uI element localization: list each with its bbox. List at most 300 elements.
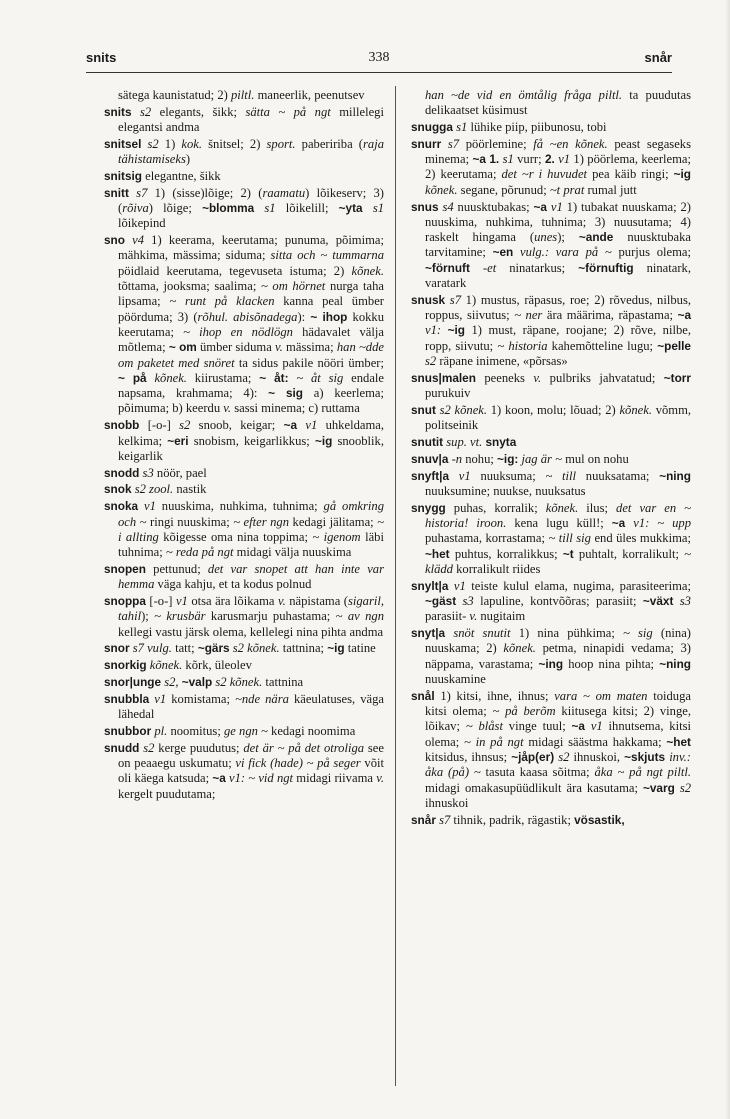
definition-text: nuusktubakas;	[453, 199, 534, 214]
italic-gloss: v1: ~ upp	[633, 516, 691, 531]
dictionary-entry	[104, 641, 384, 656]
italic-gloss: ge ngn ~	[223, 723, 268, 738]
italic-gloss: vara ~ om maten	[554, 688, 648, 703]
definition-text: see on peaaegu uskumatu;	[118, 740, 384, 770]
italic-gloss: v.	[223, 401, 232, 416]
headword: snår	[411, 812, 436, 827]
italic-gloss: rõiva	[122, 201, 149, 216]
definition-text: ära määrima, räpastama;	[542, 308, 678, 323]
definition-text: tattnina;	[279, 641, 328, 656]
definition-text: räpane inimene, «põrsas»	[436, 354, 568, 369]
definition-text: purukuiv	[425, 386, 471, 401]
dictionary-entry	[411, 200, 691, 292]
italic-gloss: det ~r i huvudet	[501, 167, 588, 182]
italic-gloss: s1	[456, 120, 468, 135]
dictionary-entry	[411, 452, 691, 467]
definition-text: ):	[297, 309, 311, 324]
headword: snyt|a	[411, 626, 446, 641]
subentry-word: ~ åt:	[259, 370, 289, 385]
subentry-word: ~ om	[168, 340, 197, 355]
definition-text	[132, 105, 140, 119]
subentry-word: ~a	[283, 418, 298, 433]
definition-text: kõigesse oma nina toppima;	[158, 529, 313, 544]
italic-gloss: -n	[451, 451, 463, 466]
definition-text: rumal jutt	[584, 182, 637, 197]
definition-text: hädavalet välja mõtlema;	[118, 324, 384, 355]
definition-text: puhas, korralik;	[445, 500, 546, 515]
subentry-word: ~t	[562, 546, 574, 561]
italic-gloss: v1	[558, 152, 571, 167]
italic-gloss: sup. vt.	[446, 435, 483, 450]
italic-gloss: ~ till sig	[548, 531, 591, 546]
dictionary-entry	[411, 293, 691, 369]
definition-text: );	[557, 230, 579, 245]
italic-gloss: vi fick (hade) ~ på seger	[235, 755, 361, 770]
definition-text	[470, 261, 483, 275]
italic-gloss: v1	[305, 418, 318, 433]
italic-gloss: han ~de vid en ömtålig fråga piltl.	[425, 88, 623, 102]
dictionary-entry	[104, 692, 384, 723]
italic-gloss: unes	[534, 230, 558, 245]
definition-text: puhtus, korralikkus;	[449, 546, 563, 561]
definition-text: parasiit-	[425, 609, 470, 624]
definition-text: võmm, politseinik	[425, 402, 692, 433]
definition-text: kena lugu küll!;	[506, 516, 612, 531]
definition-text: mässima;	[282, 340, 337, 355]
italic-gloss: rõhul. abisõnadega	[197, 309, 298, 324]
italic-gloss: ~ av ngn	[335, 609, 384, 624]
definition-text: ümber siduma	[196, 340, 276, 355]
italic-gloss: s2 kõnek.	[232, 641, 280, 656]
italic-gloss: ~ ihop en nödlögn	[183, 324, 293, 339]
definition-text: purjus olema;	[611, 245, 691, 260]
headword: snok	[104, 482, 132, 497]
definition-text	[363, 201, 373, 215]
definition-text: lapuline, kontvõõras; parasiit;	[473, 594, 643, 608]
subentry-word: ~valp	[181, 674, 213, 689]
definition-text: sätega kaunistatud; 2)	[118, 88, 231, 102]
subentry-word: ~ig:	[497, 451, 519, 466]
definition-text: ihnuskoi	[425, 795, 469, 810]
subentry-word: ~het	[666, 734, 691, 749]
definition-text: korralikult riides	[452, 561, 541, 576]
italic-gloss: s4	[442, 199, 454, 214]
definition-text: kellegi vastu järsk olema, kellelegi nina pihta andma	[118, 624, 384, 639]
italic-gloss: kõnek.	[425, 182, 458, 197]
italic-gloss: kõnek.	[545, 500, 579, 515]
headword: snitsel	[104, 136, 142, 151]
subentry-word: ~a	[611, 516, 626, 531]
definition-text: näpistama (	[285, 594, 348, 608]
subentry-word: ~ing	[538, 656, 564, 671]
italic-gloss: kõnek.	[149, 658, 183, 673]
definition-text: 1) kitsi, ihne, ihnus;	[434, 688, 555, 703]
definition-text: 1)	[158, 136, 182, 151]
definition-text: pettunud;	[145, 561, 208, 576]
subentry-word: 2.	[544, 152, 555, 167]
definition-text: snobism, keigarlikkus;	[188, 433, 315, 448]
definition-text: [-o-]	[139, 418, 180, 433]
definition-text: );	[141, 609, 155, 624]
definition-text: (nina) nuuskama; 2)	[425, 626, 691, 656]
definition-text: midagi välja nuuskima	[233, 545, 352, 560]
headword: snopen	[104, 561, 146, 576]
dictionary-entry	[104, 658, 384, 673]
subentry-word: ~ig	[314, 433, 333, 448]
subentry-word: ~ning	[659, 656, 691, 671]
definition-text: tasuta kaasa sõitma;	[480, 765, 595, 780]
definition-text: endale napsama, krahmama; 4):	[118, 370, 384, 401]
italic-gloss: s3	[142, 465, 154, 480]
header-rule	[86, 72, 672, 73]
definition-text: snooblik, keigarlik	[118, 433, 385, 463]
italic-gloss: sätta ~ på ngt	[245, 104, 331, 119]
dictionary-entry	[104, 169, 384, 184]
definition-text: nohu;	[462, 451, 498, 466]
definition-text: peast segaseks minema;	[425, 136, 691, 167]
subentry-word: ~ på	[118, 370, 147, 385]
headword: sno	[104, 233, 125, 248]
definition-text: kedagi noomima	[267, 723, 356, 738]
italic-gloss: -et	[482, 260, 497, 275]
subentry-word: ~ig	[327, 641, 345, 656]
italic-gloss: s1	[264, 201, 276, 216]
headword: snor|unge	[104, 674, 162, 689]
definition-text: )	[185, 152, 191, 167]
definition-text: midagi omakasupüüdlikult ära kasutama;	[425, 780, 643, 795]
dictionary-entry	[411, 813, 691, 828]
italic-gloss: s7	[449, 292, 461, 307]
dictionary-entry	[411, 120, 691, 135]
definition-text: nuuksatama;	[576, 468, 660, 483]
italic-gloss: ~ ner	[514, 308, 543, 323]
subentry-word: ~förnuft	[425, 260, 470, 275]
headword: snodd	[104, 465, 140, 480]
definition-text: otsa ära lõikama	[187, 594, 278, 608]
italic-gloss: s2 zool.	[134, 482, 174, 497]
definition-text: ihnuskoi,	[569, 749, 625, 764]
definition-text: nurga taha lipsama;	[118, 279, 384, 309]
italic-gloss: s3	[679, 594, 691, 608]
dictionary-entry	[104, 186, 384, 232]
definition-text: lõikelill;	[275, 201, 339, 216]
headword: snits	[104, 104, 132, 119]
header-last-word: snår	[644, 50, 672, 65]
definition-text: tõttama, jooksma; saalima;	[118, 279, 261, 294]
definition-text: peeneks	[475, 370, 534, 385]
definition-text: šnitsel; 2)	[202, 136, 267, 151]
definition-text: ihnutsema, kitsi olema;	[425, 719, 691, 749]
italic-gloss: v1	[550, 199, 563, 214]
dictionary-entry	[104, 675, 384, 690]
definition-text: ) lõige;	[148, 201, 203, 216]
dictionary-entry	[411, 579, 691, 625]
italic-gloss: s2	[425, 354, 437, 369]
dictionary-entry	[104, 105, 384, 136]
italic-gloss: det var snopet att han inte var hemma	[118, 561, 384, 592]
definition-text: kahemõtteline lugu;	[547, 338, 658, 353]
italic-gloss: v.	[533, 370, 542, 385]
headword: snoka	[104, 499, 139, 514]
definition-text: läbi tuhnima;	[118, 529, 384, 560]
subentry-word: ~gäst	[425, 594, 457, 608]
dictionary-entry	[104, 562, 384, 593]
italic-gloss: det är ~ på det otroliga	[243, 740, 365, 755]
italic-gloss: s2,	[164, 674, 179, 689]
definition-text: teiste kulul elama, nugima, parasiteerima;	[465, 578, 691, 593]
italic-gloss: han ~dde om paketet med snöret	[118, 340, 384, 370]
definition-text: ta sidus pakile nööri ümber;	[234, 355, 384, 370]
definition-text: tattnina	[262, 674, 304, 689]
definition-text: 1) pöörlema, keerlema; 2) keerutama;	[425, 152, 691, 182]
headword: snubbor	[104, 723, 152, 738]
definition-text: väga kahju, et ta kodus polnud	[154, 577, 312, 592]
definition-text: tihnik, padrik, rägastik;	[450, 812, 575, 827]
subentry-word: ~a	[212, 771, 226, 786]
headword: snubbla	[104, 691, 150, 706]
italic-gloss: vulg.: vara på ~	[520, 245, 612, 260]
headword: snor	[104, 641, 130, 656]
definition-text: nuuksumine; nuukse, nuuksatus	[425, 483, 586, 498]
dictionary-entry	[104, 466, 384, 481]
definition-text: end üles mukkima;	[590, 531, 691, 546]
header-first-word: snits	[86, 50, 117, 65]
italic-gloss: v1	[144, 499, 156, 514]
italic-gloss: s3	[462, 594, 474, 608]
entry-continuation	[411, 88, 691, 119]
definition-text: 1) tubakat nuuskama; 2) nuuskima, nuhkima, tuhnima; 3) nuusutama; 4) raskelt hingama (	[425, 199, 691, 245]
definition-text: elegantne, šikk	[142, 168, 221, 183]
definition-text: pulbriks jahvatatud;	[541, 370, 664, 385]
dictionary-entry	[411, 501, 691, 577]
definition-text: mul on nohu	[561, 451, 629, 466]
italic-gloss: ~ runt på klacken	[169, 294, 275, 309]
italic-gloss: ~ i allting	[118, 514, 384, 544]
definition-text: puhastama, korrastama;	[425, 531, 549, 546]
dictionary-entry	[411, 469, 691, 500]
italic-gloss: v1	[458, 468, 471, 483]
definition-text: noomitus;	[167, 723, 224, 738]
subentry-word: ~skjuts	[624, 749, 666, 764]
subentry-word: ~ande	[578, 230, 614, 245]
italic-gloss: ~ in på ngt	[464, 734, 524, 749]
italic-gloss: v.	[469, 609, 478, 624]
dictionary-entry	[104, 137, 384, 168]
dictionary-entry	[411, 435, 691, 450]
definition-text: segane, põrunud;	[457, 182, 550, 197]
definition-text: puhtalt, korralikult;	[573, 546, 685, 561]
italic-gloss: v.	[275, 340, 283, 355]
italic-gloss: v1	[590, 719, 603, 734]
subentry-word: ~ ihop	[310, 309, 348, 324]
headword: snylt|a	[411, 578, 449, 593]
page-edge-shadow	[725, 0, 730, 1119]
definition-text: kanna peal ümber pöörduma; 3) (	[118, 294, 384, 324]
headword: snitt	[104, 185, 129, 200]
definition-text	[254, 201, 264, 215]
definition-text: tatt;	[171, 641, 198, 656]
subentry-word: snyta	[485, 435, 517, 450]
italic-gloss: ~ igenom	[312, 529, 361, 544]
subentry-word: ~pelle	[657, 338, 691, 353]
definition-text: kiirustama;	[186, 370, 260, 385]
right-column	[411, 88, 691, 829]
italic-gloss: snöt snutit	[453, 626, 511, 641]
headword: snygg	[411, 500, 446, 515]
definition-text: 1) nina pühkima;	[510, 626, 624, 641]
definition-text: pöörlemine;	[459, 136, 534, 151]
italic-gloss: det var en ~ historia! iroon.	[425, 500, 691, 531]
definition-text: maneerlik, peenutsev	[254, 88, 365, 102]
italic-gloss: v1:	[425, 323, 442, 338]
italic-gloss: v.	[277, 594, 286, 608]
dictionary-entry	[411, 626, 691, 687]
italic-gloss: pl.	[154, 723, 168, 738]
italic-gloss: kõnek.	[619, 402, 652, 417]
italic-gloss: ~nde nära	[235, 691, 289, 706]
definition-text: midagi säästma hakkama;	[523, 734, 667, 749]
subentry-word: ~varg	[642, 780, 675, 795]
headword: snudd	[104, 740, 140, 755]
definition-text: kergelt puudutama;	[118, 786, 216, 801]
definition-text: nöör, pael	[153, 465, 207, 480]
definition-text: ta puudutas delikaatset küsimust	[425, 88, 691, 118]
italic-gloss: få ~en kõnek.	[533, 136, 608, 151]
headword: snorkig	[104, 658, 147, 673]
definition-text: nugitaim	[477, 609, 526, 624]
definition-text: ringi nuuskima;	[146, 514, 234, 529]
definition-text: komistama;	[166, 691, 236, 706]
italic-gloss: ~ på berõm	[492, 704, 556, 719]
subentry-word: ~yta	[338, 201, 363, 216]
definition-text: karusmarju puhastama;	[205, 609, 336, 624]
definition-text: [-o-]	[145, 594, 176, 608]
dictionary-entry	[104, 499, 384, 560]
definition-text: nuuskima, nuhkima, tuhnima;	[155, 499, 324, 514]
column-divider	[395, 86, 396, 1086]
headword: snobb	[104, 418, 140, 433]
definition-text: millelegi elegantsi andma	[118, 104, 384, 135]
subentry-word: ~jåp(er)	[511, 749, 555, 764]
definition-text: pöidlaid keerutama, tegevuseta istuma; 2)	[118, 263, 352, 278]
headword: snus	[411, 199, 439, 214]
subentry-word: vösastik,	[574, 812, 625, 827]
definition-text: võit oli käega katsuda;	[118, 755, 384, 786]
dictionary-entry	[104, 724, 384, 739]
italic-gloss: s2	[143, 740, 155, 755]
definition-text: lõikepind	[118, 216, 166, 231]
definition-text	[449, 469, 459, 483]
italic-gloss: kõnek.	[351, 263, 384, 278]
definition-text	[441, 137, 448, 151]
italic-gloss: ~ efter ngn	[233, 514, 290, 529]
subentry-word: ~a	[533, 199, 547, 214]
italic-gloss: v1	[453, 578, 466, 593]
dictionary-entry	[411, 689, 691, 811]
dictionary-entry	[411, 371, 691, 402]
subentry-word: ~het	[425, 546, 450, 561]
italic-gloss: inv.: åka (på) ~	[425, 749, 691, 780]
italic-gloss: ~ om hörnet	[260, 279, 326, 294]
italic-gloss: sigaril, tahil	[118, 594, 384, 624]
dictionary-entry	[104, 233, 384, 417]
italic-gloss: ~ blåst	[465, 719, 503, 734]
definition-text: 1) (sisse)lõige; 2) (	[147, 185, 263, 200]
definition-text: sassi minema; c) ruttama	[231, 401, 360, 416]
headword: snål	[411, 688, 435, 703]
italic-gloss: v1	[154, 691, 167, 706]
italic-gloss: ~ reda på ngt	[165, 545, 234, 560]
definition-text: nuusktubaka tarvitamine;	[425, 230, 691, 260]
definition-text: pabeririba (	[295, 136, 363, 151]
dictionary-entry	[104, 482, 384, 497]
italic-gloss: kõnek.	[154, 370, 187, 385]
headword: snutit	[411, 435, 444, 450]
definition-text: uhkeldama, kelkima;	[118, 418, 384, 448]
italic-gloss: s7	[439, 812, 451, 827]
definition-text: pea käib ringi;	[587, 167, 674, 182]
definition-text: kitsidus, ihnsus;	[425, 749, 512, 764]
headword: snyft|a	[411, 468, 450, 483]
headword: snuv|a	[411, 451, 449, 466]
definition-text: kedagi jälitama;	[289, 514, 378, 529]
italic-gloss: s2 kõnek.	[439, 402, 488, 417]
definition-text: 1) must, räpane, roojane; 2) rõve, nilbe, ropp, siivutu;	[425, 323, 691, 353]
italic-gloss: åka ~ på ngt piltl.	[594, 765, 691, 780]
definition-text: ilus;	[578, 500, 617, 515]
subentry-word: ~a 1.	[472, 152, 500, 167]
italic-gloss: ~ åt sig	[296, 370, 344, 385]
left-column	[104, 88, 384, 803]
dictionary-entry	[411, 403, 691, 434]
subentry-word: ~a	[571, 719, 585, 734]
definition-text: nuuksuma;	[470, 468, 546, 483]
headword: snus|malen	[411, 370, 476, 385]
definition-text: vurr;	[513, 152, 545, 167]
italic-gloss: v1	[175, 594, 188, 608]
definition-text: snoob, keigar;	[190, 418, 284, 433]
subentry-word: ~förnuftig	[578, 260, 634, 275]
italic-gloss: s2	[147, 136, 159, 151]
definition-text: hoop nina pihta;	[563, 656, 660, 671]
dictionary-entry	[104, 741, 384, 802]
italic-gloss: v1: ~ vid ngt	[229, 771, 294, 786]
italic-gloss: ~ sig	[623, 626, 653, 641]
headword: snusk	[411, 292, 446, 307]
dictionary-entry	[411, 137, 691, 198]
definition-text: kõrk, üleolev	[182, 658, 252, 673]
definition-text: vinge tuul;	[502, 719, 572, 734]
definition-text: käeulatuses, väga lähedal	[118, 691, 384, 722]
italic-gloss: ~t prat	[549, 182, 585, 197]
italic-gloss: kok.	[181, 136, 203, 151]
definition-text: kerge puudutus;	[154, 740, 244, 755]
italic-gloss: s7	[136, 185, 148, 200]
definition-text: 1) mustus, räpasus, roe; 2) rõvedus, nilbus, roppus, siivutus;	[425, 292, 691, 323]
subentry-word: ~växt	[642, 594, 674, 608]
definition-text: toiduga kitsi olema;	[425, 688, 691, 719]
definition-text: lühike piip, piibunosu, tobi	[467, 120, 607, 135]
page-header	[86, 50, 672, 68]
definition-text: ninatark, varatark	[425, 260, 691, 291]
definition-text: kokku keerutama;	[118, 309, 385, 339]
definition-text: a) keerlema; põimuma; b) keerdu	[118, 386, 384, 416]
italic-gloss: sitta och ~ tummarna	[270, 248, 384, 263]
italic-gloss: raja tähistamiseks	[118, 136, 384, 167]
headword: snugga	[411, 120, 453, 135]
dictionary-entry	[104, 594, 384, 640]
subentry-word: ~ning	[659, 468, 691, 483]
